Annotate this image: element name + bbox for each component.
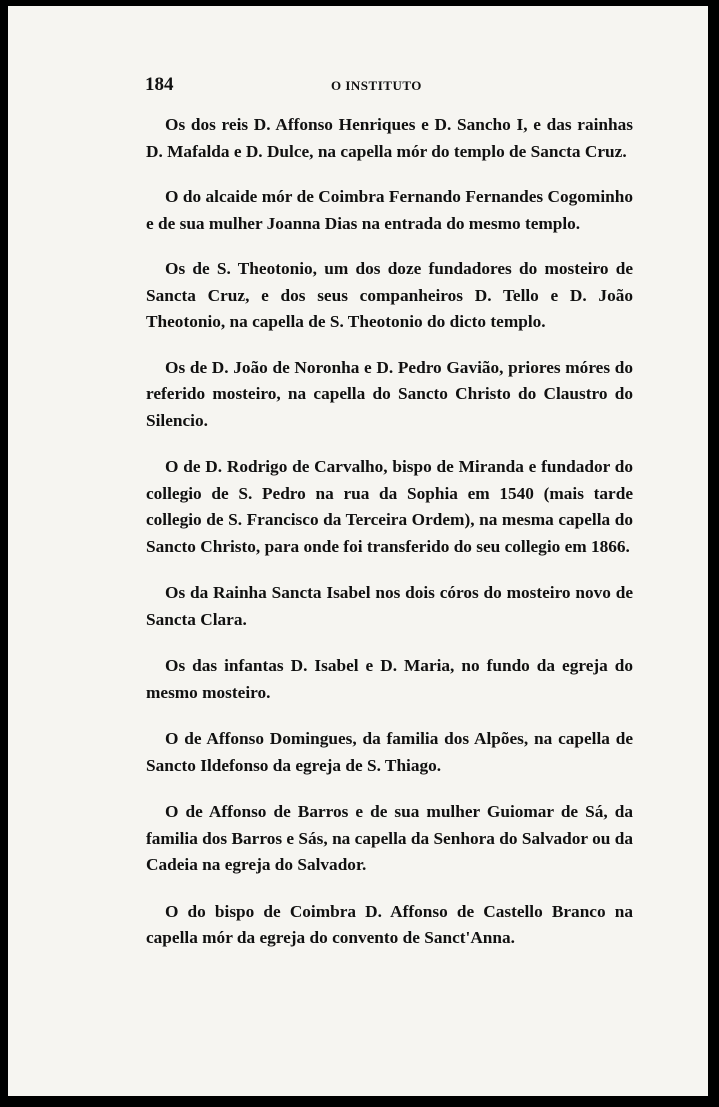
paragraph: O de D. Rodrigo de Carvalho, bispo de Miranda e fundador do collegio de S. Pedro na rua da Sophia em 1540 (mais tarde collegio de S. Francisco da Terceira Ordem), na mesma capella do Sancto Christo, para onde foi transferido do seu collegio em 1866. <box>146 457 633 556</box>
page-number: 184 <box>145 74 174 95</box>
book-page <box>8 6 708 1096</box>
body-text <box>146 112 633 952</box>
paragraph: Os das infantas D. Isabel e D. Maria, no fundo da egreja do mesmo mosteiro. <box>146 656 633 702</box>
running-title: O INSTITUTO <box>331 78 422 93</box>
paragraph: Os dos reis D. Affonso Henriques e D. Sancho I, e das rainhas D. Mafalda e D. Dulce, na capella mór do templo de Sancta Cruz. <box>146 115 633 161</box>
paragraph: O do bispo de Coimbra D. Affonso de Castello Branco na capella mór da egreja do convento de Sanct'Anna. <box>146 901 633 947</box>
paragraph: Os de S. Theotonio, um dos doze fundadores do mosteiro de Sancta Cruz, e dos seus companheiros D. Tello e D. João Theotonio, na capella de S. Theotonio do dicto templo. <box>146 259 633 331</box>
paragraph: Os da Rainha Sancta Isabel nos dois córos do mosteiro novo de Sancta Clara. <box>146 583 633 629</box>
paragraph: O do alcaide mór de Coimbra Fernando Fernandes Cogominho e de sua mulher Joanna Dias na entrada do mesmo templo. <box>146 187 633 233</box>
paragraph: O de Affonso Domingues, da familia dos Alpões, na capella de Sancto Ildefonso da egreja de S. Thiago. <box>146 729 633 775</box>
paragraph: Os de D. João de Noronha e D. Pedro Gavião, priores móres do referido mosteiro, na capella do Sancto Christo do Claustro do Silencio. <box>146 357 633 430</box>
page-header <box>145 74 635 98</box>
paragraph: O de Affonso de Barros e de sua mulher Guiomar de Sá, da familia dos Barros e Sás, na capella da Senhora do Salvador ou da Cadeia na egreja do Salvador. <box>146 802 633 874</box>
